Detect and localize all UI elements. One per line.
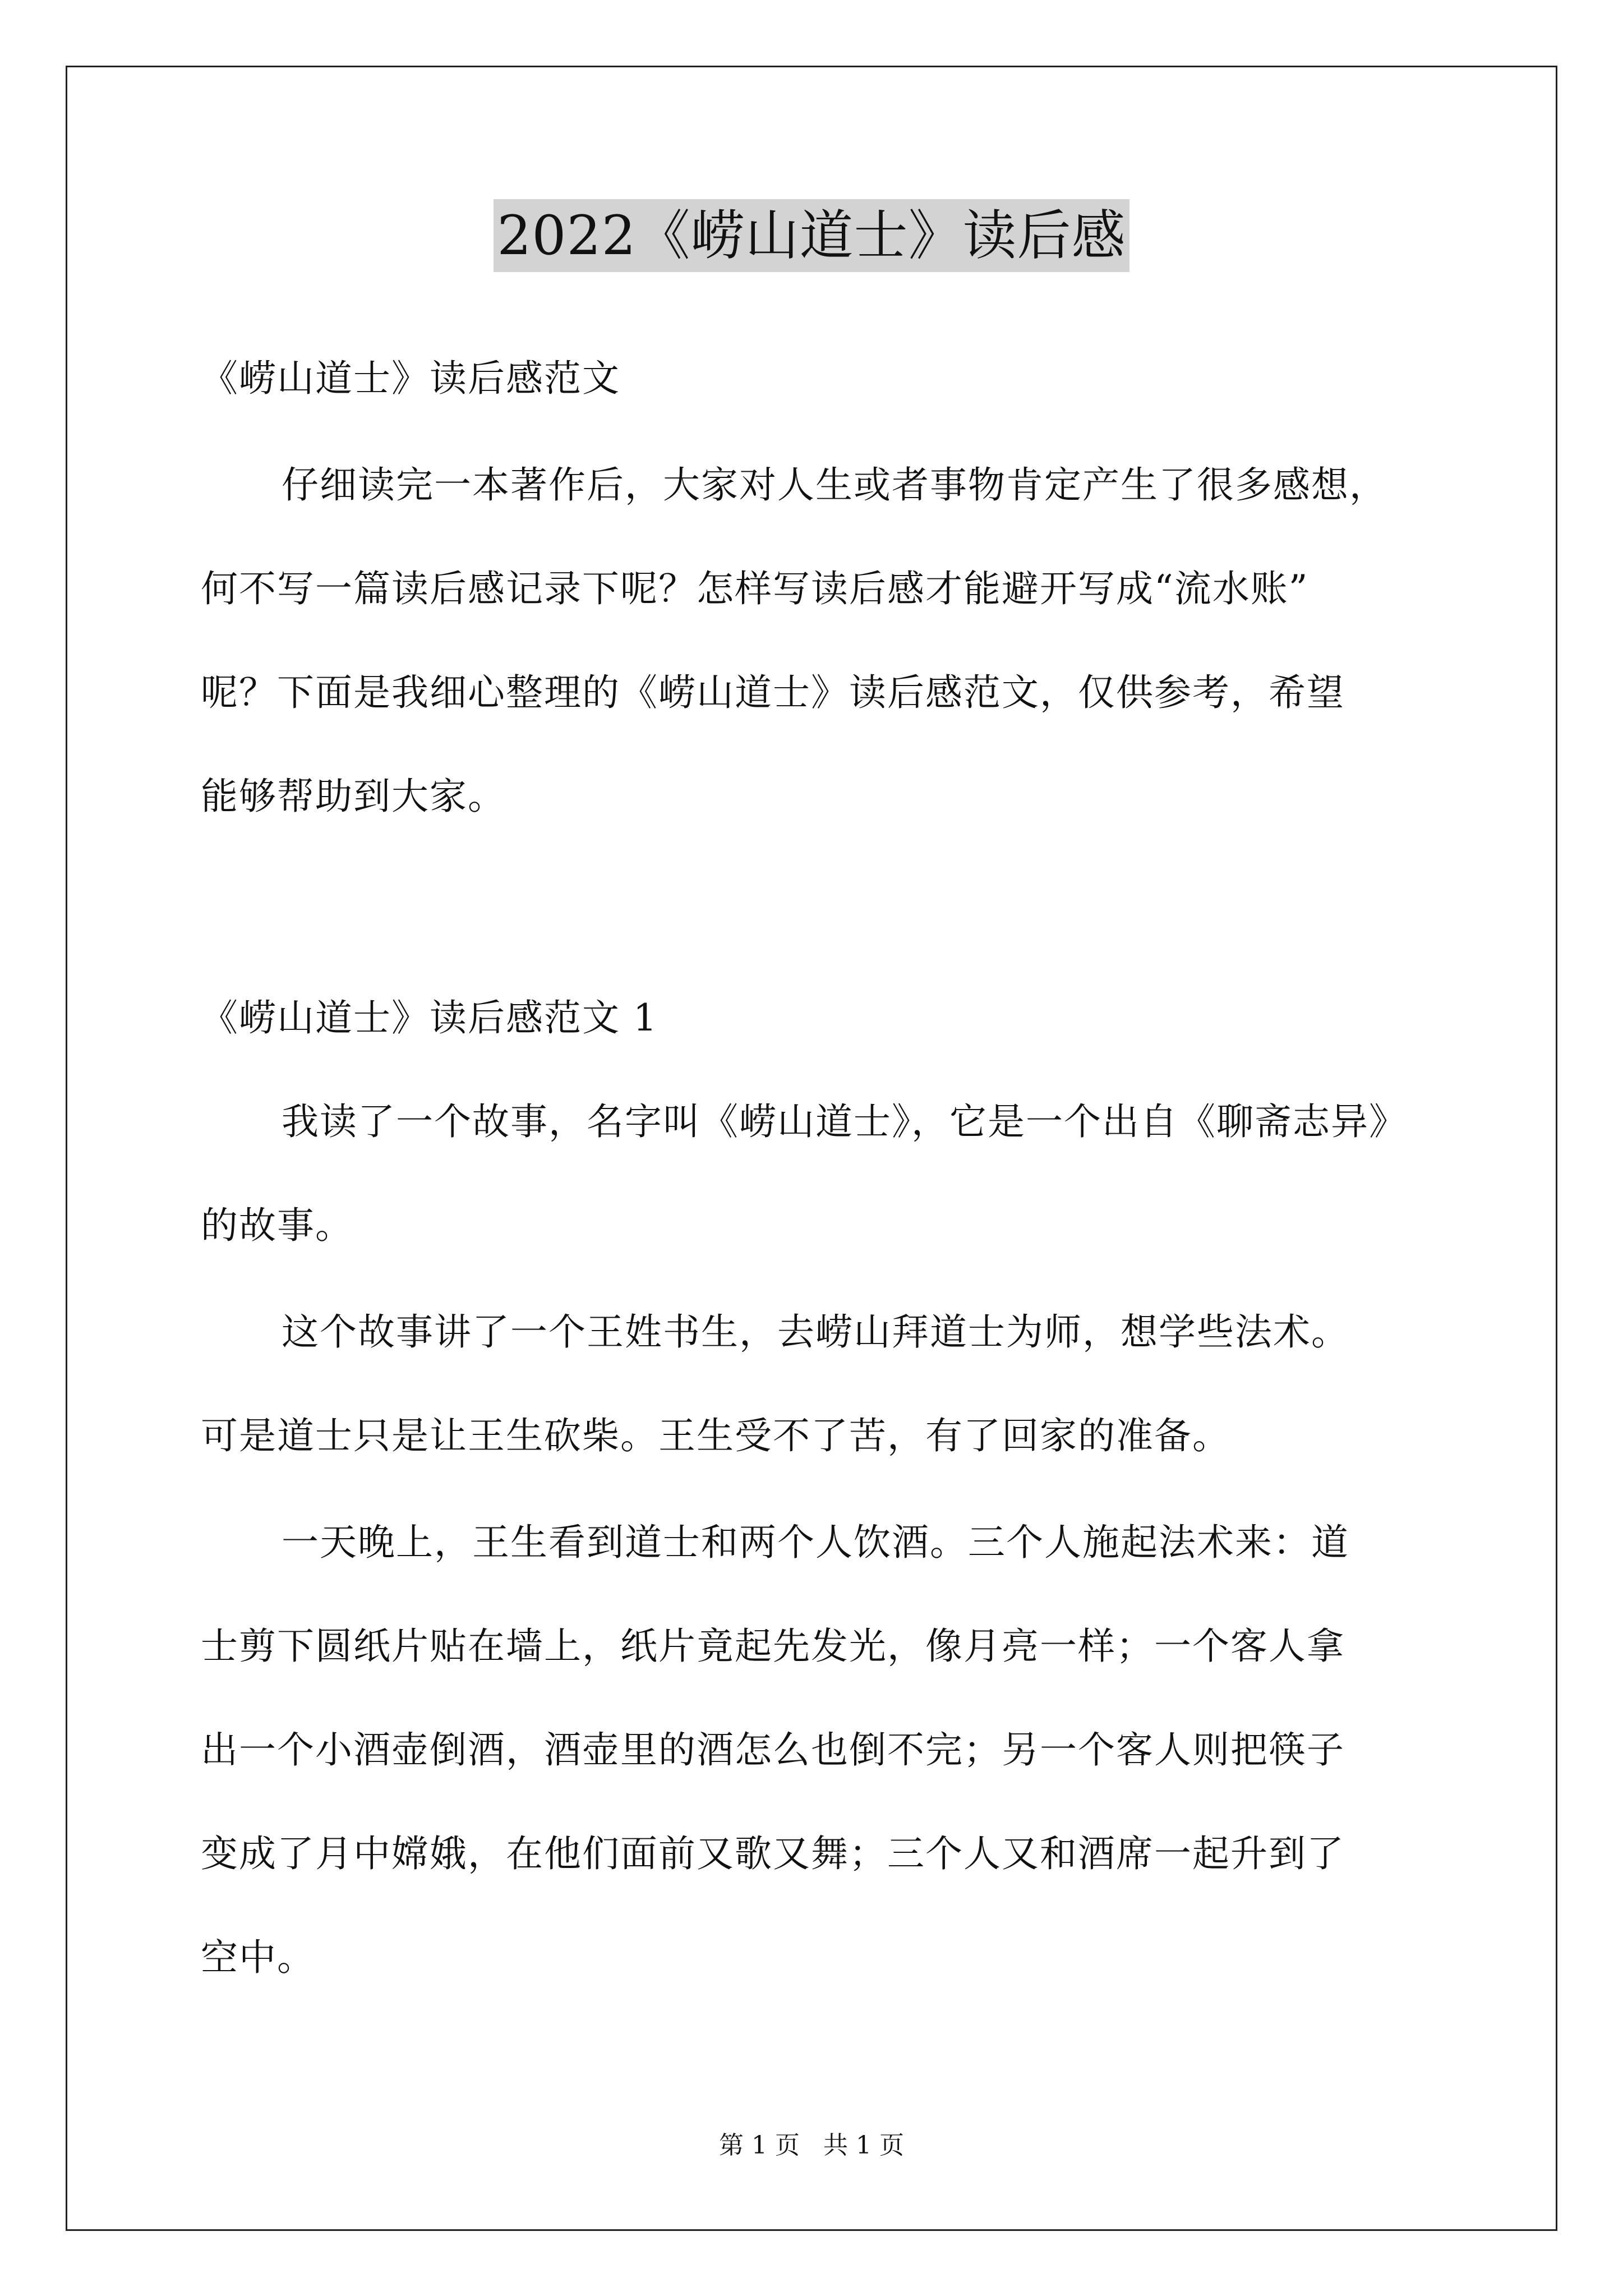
page-footer: 第 1 页 共 1 页 [719, 2131, 904, 2160]
paragraph-line: 一天晚上，王生看到道士和两个人饮酒。三个人施起法术来：道 [282, 1521, 1349, 1564]
title-container [0, 199, 1623, 272]
paragraph-line: 呢？下面是我细心整理的《崂山道士》读后感范文，仅供参考，希望 [201, 671, 1345, 714]
paragraph-line: 能够帮助到大家。 [201, 775, 506, 818]
paragraph-line: 何不写一篇读后感记录下呢？怎样写读后感才能避开写成“流水账” [201, 567, 1309, 610]
paragraph-line: 出一个小酒壶倒酒，酒壶里的酒怎么也倒不完；另一个客人则把筷子 [201, 1728, 1345, 1772]
paragraph-line: 仔细读完一本著作后，大家对人生或者事物肯定产生了很多感想， [282, 463, 1387, 507]
paragraph-line: 变成了月中嫦娥，在他们面前又歌又舞；三个人又和酒席一起升到了 [201, 1832, 1345, 1875]
paragraph-line: 的故事。 [201, 1204, 353, 1247]
section-heading: 《崂山道士》读后感范文 [201, 357, 620, 400]
paragraph-line: 士剪下圆纸片贴在墙上，纸片竟起先发光，像月亮一样；一个客人拿 [201, 1625, 1345, 1668]
paragraph-line: 空中。 [201, 1936, 315, 1979]
section-heading: 《崂山道士》读后感范文 1 [201, 996, 658, 1039]
paragraph-line: 可是道士只是让王生砍柴。王生受不了苦，有了回家的准备。 [201, 1414, 1230, 1457]
paragraph-line: 我读了一个故事，名字叫《崂山道士》，它是一个出自《聊斋志异》 [282, 1100, 1407, 1143]
paragraph-line: 这个故事讲了一个王姓书生，去崂山拜道士为师，想学些法术。 [282, 1310, 1349, 1354]
document-title: 2022《崂山道士》读后感 [494, 199, 1129, 272]
